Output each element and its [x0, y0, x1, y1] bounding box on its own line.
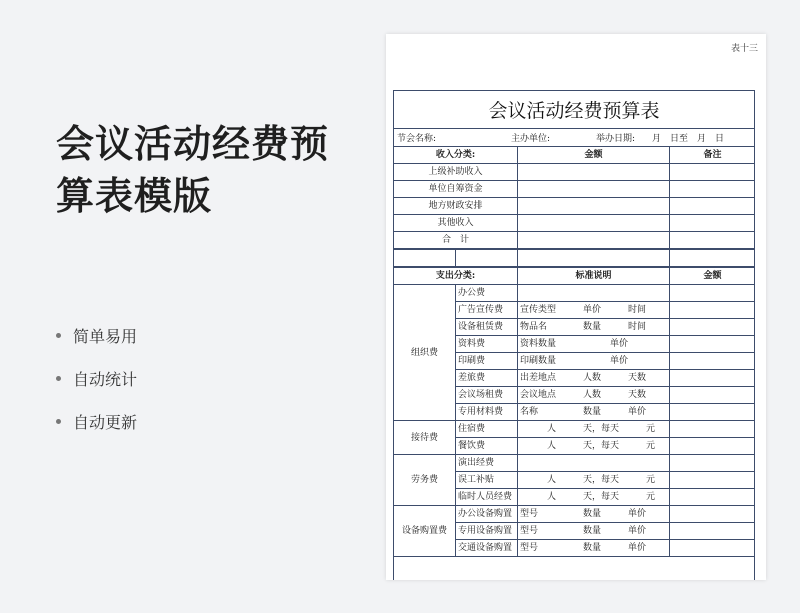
meeting-info-row [394, 128, 754, 146]
note-cell[interactable] [670, 164, 756, 181]
table-row [394, 455, 756, 472]
blank-cell [394, 250, 456, 267]
amount-cell[interactable] [670, 370, 755, 387]
table-row [394, 506, 756, 523]
promo-title-line2: 算表模版 [56, 174, 213, 218]
feature-item [56, 357, 137, 400]
budget-sheet-preview [386, 34, 766, 580]
expense-standard-cell[interactable]: 型号 数量 单价 [518, 506, 670, 523]
expense-item-label: 专用材料费 [456, 404, 518, 421]
note-cell[interactable] [670, 215, 756, 232]
expense-category-header: 支出分类: [394, 268, 518, 285]
feature-text: 简单易用 [73, 327, 138, 346]
expense-standard-cell[interactable] [518, 455, 670, 472]
amount-cell[interactable] [670, 540, 755, 557]
expense-group-label: 接待费 [394, 421, 456, 455]
table-row [394, 215, 756, 232]
expense-group-label: 组织费 [394, 285, 456, 421]
organizer-label: 主办单位: [511, 134, 551, 144]
expense-item-label: 资料费 [456, 336, 518, 353]
amount-cell[interactable] [670, 523, 755, 540]
expense-item-label: 餐饮费 [456, 438, 518, 455]
income-total-row [394, 232, 756, 249]
expense-item-label: 专用设备购置 [456, 523, 518, 540]
expense-standard-cell[interactable]: 资料数量 单价 [518, 336, 670, 353]
feature-text: 自动统计 [73, 370, 138, 389]
amount-cell[interactable] [670, 455, 755, 472]
amount-cell[interactable] [518, 232, 670, 249]
amount-cell[interactable] [670, 353, 755, 370]
expense-standard-header: 标准说明 [518, 268, 670, 285]
date-label: 举办日期: [596, 134, 636, 144]
income-category-header: 收入分类: [394, 147, 518, 164]
amount-cell[interactable] [670, 319, 755, 336]
expense-item-label: 办公费 [456, 285, 518, 302]
promo-title [56, 118, 329, 222]
expense-item-label: 误工补贴 [456, 472, 518, 489]
table-row [394, 181, 756, 198]
expense-standard-cell[interactable]: 出差地点 人数 天数 [518, 370, 670, 387]
expense-standard-cell[interactable]: 人 天，每天 元 [518, 438, 670, 455]
income-amount-header: 金额 [518, 147, 670, 164]
amount-cell[interactable] [670, 438, 755, 455]
blank-cell [670, 250, 756, 267]
spacer-table [393, 249, 755, 267]
amount-cell[interactable] [670, 336, 755, 353]
expense-item-label: 广告宣传费 [456, 302, 518, 319]
expense-item-label: 住宿费 [456, 421, 518, 438]
income-row-label: 上级补助收入 [394, 164, 518, 181]
amount-cell[interactable] [670, 506, 755, 523]
expense-group-label: 设备购置费 [394, 506, 456, 557]
amount-cell[interactable] [670, 285, 755, 302]
expense-item-label: 办公设备购置 [456, 506, 518, 523]
income-table [393, 146, 755, 249]
expense-standard-cell[interactable]: 人 天，每天 元 [518, 421, 670, 438]
sheet-label: 表十三 [730, 44, 758, 54]
amount-cell[interactable] [670, 387, 755, 404]
income-row-label: 单位自筹资金 [394, 181, 518, 198]
blank-row [394, 250, 756, 267]
feature-item [56, 314, 137, 357]
expense-group-label: 劳务费 [394, 455, 456, 506]
expense-standard-cell[interactable]: 名称 数量 单价 [518, 404, 670, 421]
expense-item-label: 演出经费 [456, 455, 518, 472]
amount-cell[interactable] [518, 215, 670, 232]
bullet-icon [56, 376, 61, 381]
feature-item [56, 400, 137, 443]
amount-cell[interactable] [670, 472, 755, 489]
income-header-row [394, 147, 756, 164]
expense-header-row [394, 268, 756, 285]
note-cell[interactable] [670, 198, 756, 215]
income-row-label: 其他收入 [394, 215, 518, 232]
note-cell[interactable] [670, 232, 756, 249]
blank-cell [518, 250, 670, 267]
amount-cell[interactable] [518, 164, 670, 181]
amount-cell[interactable] [518, 181, 670, 198]
expense-table [393, 267, 755, 557]
promo-title-line1: 会议活动经费预 [56, 122, 330, 166]
feature-text: 自动更新 [73, 413, 138, 432]
amount-cell[interactable] [670, 421, 755, 438]
amount-cell[interactable] [670, 489, 755, 506]
expense-standard-cell[interactable] [518, 285, 670, 302]
expense-standard-cell[interactable]: 会议地点 人数 天数 [518, 387, 670, 404]
expense-item-label: 设备租赁费 [456, 319, 518, 336]
expense-item-label: 临时人员经费 [456, 489, 518, 506]
amount-cell[interactable] [670, 404, 755, 421]
expense-standard-cell[interactable]: 人 天，每天 元 [518, 472, 670, 489]
expense-item-label: 差旅费 [456, 370, 518, 387]
expense-item-label: 会议场租费 [456, 387, 518, 404]
amount-cell[interactable] [518, 198, 670, 215]
sheet-frame [393, 90, 755, 580]
feature-list [56, 314, 137, 443]
date-units: 月 日至 月 日 [652, 134, 725, 144]
blank-cell [456, 250, 518, 267]
document-title: 会议活动经费预算表 [488, 100, 660, 122]
expense-standard-cell[interactable]: 宣传类型 单价 时间 [518, 302, 670, 319]
table-row [394, 285, 756, 302]
expense-item-label: 交通设备购置 [456, 540, 518, 557]
bullet-icon [56, 419, 61, 424]
bullet-icon [56, 333, 61, 338]
expense-standard-cell[interactable]: 型号 数量 单价 [518, 523, 670, 540]
note-cell[interactable] [670, 181, 756, 198]
income-total-label: 合 计 [394, 232, 518, 249]
expense-standard-cell[interactable]: 人 天，每天 元 [518, 489, 670, 506]
expense-item-label: 印刷费 [456, 353, 518, 370]
expense-standard-cell[interactable]: 印刷数量 单价 [518, 353, 670, 370]
table-row [394, 421, 756, 438]
meeting-name-label: 节会名称: [397, 134, 437, 144]
expense-standard-cell[interactable]: 物品名 数量 时间 [518, 319, 670, 336]
income-note-header: 备注 [670, 147, 756, 164]
expense-standard-cell[interactable]: 型号 数量 单价 [518, 540, 670, 557]
income-row-label: 地方财政安排 [394, 198, 518, 215]
table-row [394, 198, 756, 215]
table-row [394, 164, 756, 181]
expense-amount-header: 金额 [670, 268, 755, 285]
amount-cell[interactable] [670, 302, 755, 319]
